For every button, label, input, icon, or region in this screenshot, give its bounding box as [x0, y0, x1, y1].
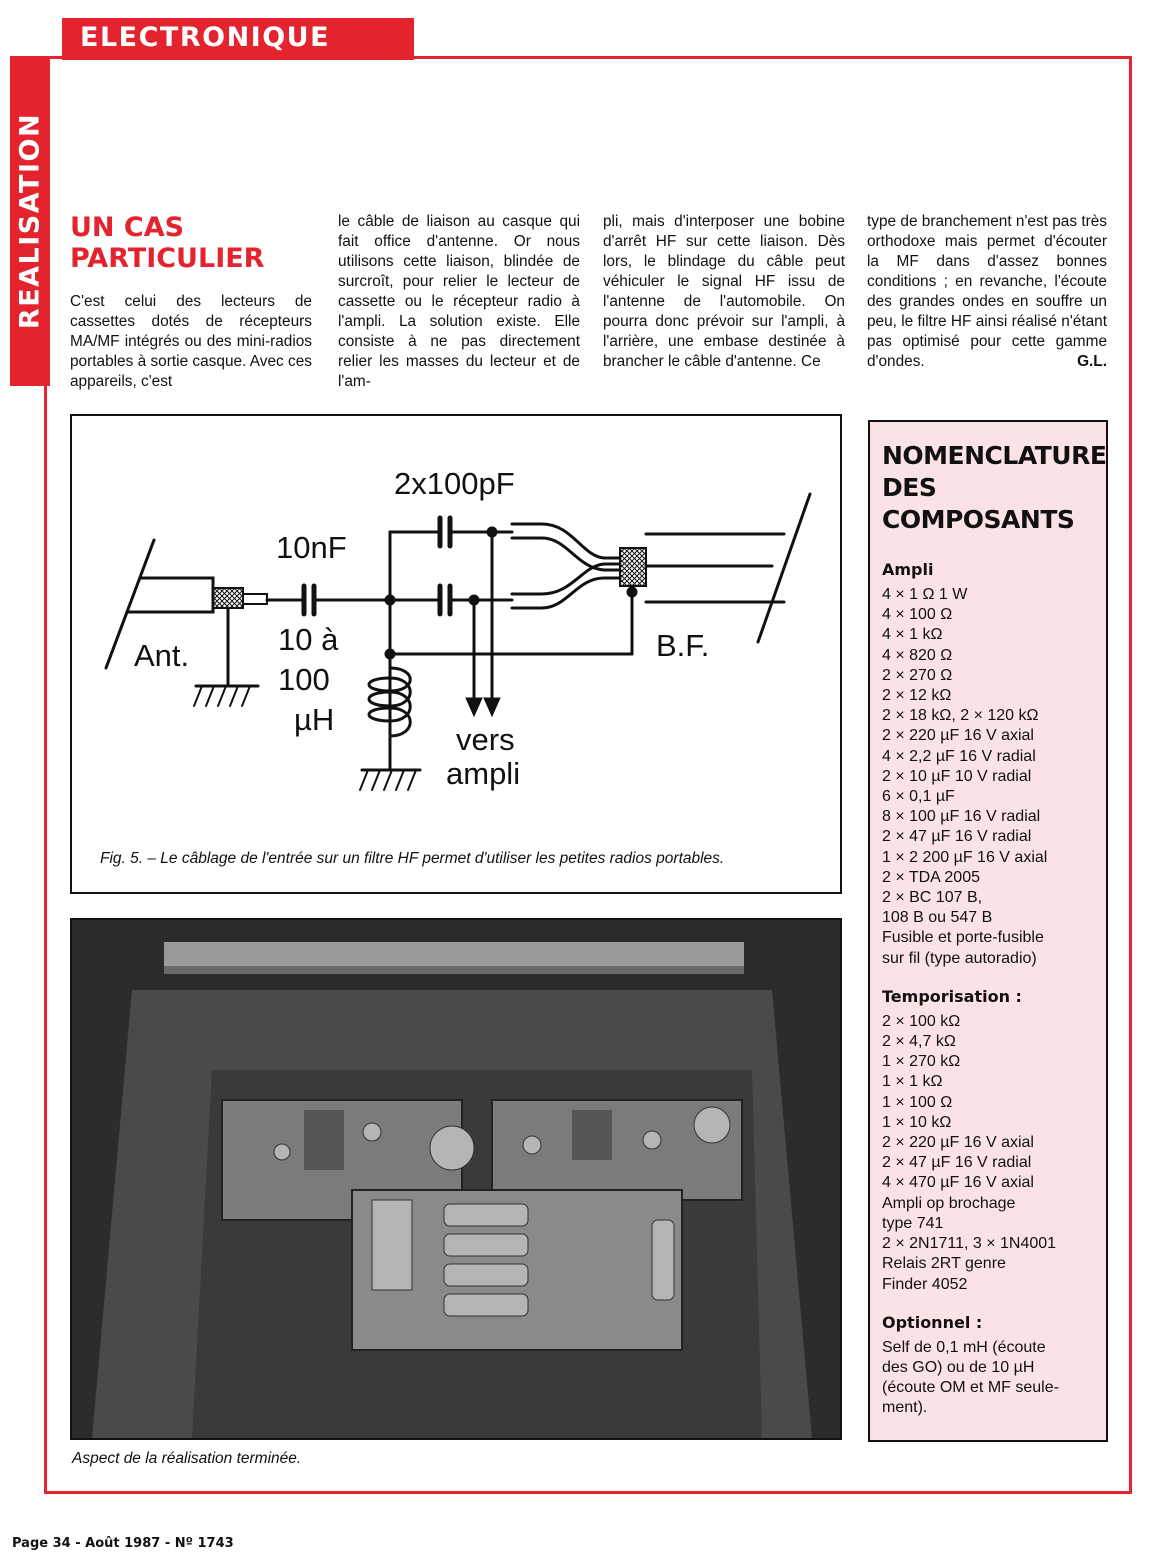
capacitor-10nf: [267, 586, 390, 614]
article-column-1: [70, 292, 312, 392]
nomenclature-list: [882, 585, 1096, 969]
nomenclature-section-title: Optionnel :: [882, 1312, 983, 1332]
component-item: Ampli op brochage: [882, 1194, 1016, 1212]
label-inductor-2: 100: [278, 662, 330, 697]
component-item: des GO) ou de 10 µH: [882, 1358, 1035, 1376]
component-item: 2 × 220 µF 16 V axial: [882, 1134, 1034, 1152]
component-item: (écoute OM et MF seule-: [882, 1379, 1059, 1397]
component-item: 4 × 1 kΩ: [882, 626, 943, 644]
label-inductor-3: µH: [294, 702, 335, 737]
section-title: ELECTRONIQUE: [80, 22, 331, 53]
component-item: 1 × 2 200 µF 16 V axial: [882, 848, 1048, 866]
component-item: 2 × 4,7 kΩ: [882, 1033, 956, 1051]
column-1-text: C'est celui des lecteurs de cassettes dotés de récepteurs MA/MF intégrés ou des mini-radios portables à sortie casque. Avec ces appareils, c'est: [70, 293, 312, 390]
nomenclature-list: [882, 1012, 1096, 1295]
component-item: type 741: [882, 1214, 944, 1232]
component-item: sur fil (type autoradio): [882, 949, 1037, 967]
assembly-photo: [70, 918, 842, 1440]
label-ampli: ampli: [446, 756, 521, 791]
component-item: Fusible et porte-fusible: [882, 929, 1044, 947]
component-item: Self de 0,1 mH (écoute: [882, 1338, 1046, 1356]
label-vers: vers: [456, 722, 515, 757]
column-3-text: pli, mais d'interposer une bobine d'arrêt HF sur cette liaison. Dès lors, le blindage du câble peut véhiculer le signal HF issu de l'antenne de l'automobile. On pourra donc prévoir sur l'ampli, à l'arrière, une embase destinée à brancher le câble d'antenne. Ce: [603, 213, 845, 370]
component-item: 1 × 1 kΩ: [882, 1073, 943, 1091]
photo-illustration: [72, 920, 840, 1438]
component-item: 2 × 12 kΩ: [882, 687, 952, 705]
output-arrows: [466, 532, 500, 716]
column-4-body: type de branchement n'est pas très orthodoxe mais permet d'écouter la MF dans d'assez bonnes conditions ; en revanche, l'écoute des grandes ondes en souffre un peu, le filtre HF ainsi réalisé n'étant pas optimisé pour cette gamme d'ondes.: [867, 213, 1107, 370]
component-item: ment).: [882, 1399, 928, 1417]
side-label: REALISATION: [14, 112, 46, 330]
component-item: 4 × 470 µF 16 V axial: [882, 1174, 1034, 1192]
ground-symbol-antenna: [194, 686, 258, 706]
nomenclature-section-title: Ampli: [882, 560, 934, 579]
page-footer: Page 34 - Août 1987 - Nº 1743: [12, 1536, 234, 1551]
label-ant: Ant.: [134, 638, 190, 673]
label-bf: B.F.: [656, 628, 710, 663]
component-item: 1 × 270 kΩ: [882, 1053, 961, 1071]
figure-5: [70, 414, 842, 894]
article-column-4: [867, 212, 1107, 372]
column-2-text: le câble de liaison au casque qui fait office d'antenne. Or nous utilisons cette liaison, blindée de surcroît, pour relier le lecteur de cassette ou le récepteur radio à l'ampli. La solution existe. Elle consiste à ne pas directement relier les masses du lecteur et de l'am-: [338, 213, 580, 390]
component-item: 2 × TDA 2005: [882, 868, 980, 886]
component-item: 2 × 47 µF 16 V radial: [882, 1154, 1032, 1172]
component-item: 4 × 820 Ω: [882, 646, 953, 664]
photo-caption: Aspect de la réalisation terminée.: [72, 1450, 302, 1467]
nomenclature-box: [868, 420, 1108, 1442]
nomenclature-list: [882, 1338, 1096, 1419]
component-item: 4 × 1 Ω 1 W: [882, 586, 968, 603]
component-item: 2 × 10 µF 10 V radial: [882, 767, 1032, 785]
article-column-2: [338, 212, 580, 392]
component-item: 1 × 100 Ω: [882, 1093, 953, 1111]
component-item: 6 × 0,1 µF: [882, 788, 955, 806]
bf-y-cable: [390, 494, 810, 654]
component-item: 2 × 2N1711, 3 × 1N4001: [882, 1235, 1057, 1253]
component-item: 108 B ou 547 B: [882, 909, 993, 927]
component-item: 1 × 10 kΩ: [882, 1113, 952, 1131]
nomenclature-title-2: DES: [882, 473, 937, 502]
capacitor-100pf-bottom: [390, 586, 512, 614]
component-item: 4 × 2,2 µF 16 V radial: [882, 747, 1036, 765]
component-item: 2 × 47 µF 16 V radial: [882, 828, 1032, 846]
figure-caption: Fig. 5. – Le câblage de l'entrée sur un filtre HF permet d'utiliser les petites radios portables.: [100, 850, 725, 867]
component-item: 2 × 220 µF 16 V axial: [882, 727, 1034, 745]
nomenclature-title: [882, 440, 1107, 536]
article-column-3: [603, 212, 845, 372]
component-item: 2 × 100 kΩ: [882, 1012, 961, 1030]
nomenclature-section-title: Temporisation :: [882, 986, 1022, 1006]
component-item: Finder 4052: [882, 1275, 968, 1293]
side-band: [10, 56, 50, 386]
component-item: 2 × 18 kΩ, 2 × 120 kΩ: [882, 707, 1039, 725]
hf-filter-schematic: [72, 416, 840, 892]
component-item: Relais 2RT genre: [882, 1255, 1006, 1273]
nomenclature-title-1: NOMENCLATURE: [882, 441, 1107, 470]
nomenclature-sections: [882, 560, 1096, 1419]
label-2x100pf: 2x100pF: [394, 466, 515, 501]
column-4-text: [867, 212, 1107, 372]
component-item: 2 × BC 107 B,: [882, 889, 983, 907]
author-signature: G.L.: [1077, 353, 1107, 370]
label-10nf: 10nF: [276, 530, 347, 565]
component-item: 8 × 100 µF 16 V radial: [882, 808, 1041, 826]
article-heading: UN CAS PARTICULIER: [70, 212, 265, 274]
component-item: 2 × 270 Ω: [882, 666, 953, 684]
ground-symbol-inductor: [360, 770, 420, 790]
section-tab: [62, 18, 414, 60]
label-inductor-1: 10 à: [278, 622, 339, 657]
nomenclature-title-3: COMPOSANTS: [882, 505, 1075, 534]
component-item: 4 × 100 Ω: [882, 606, 953, 624]
